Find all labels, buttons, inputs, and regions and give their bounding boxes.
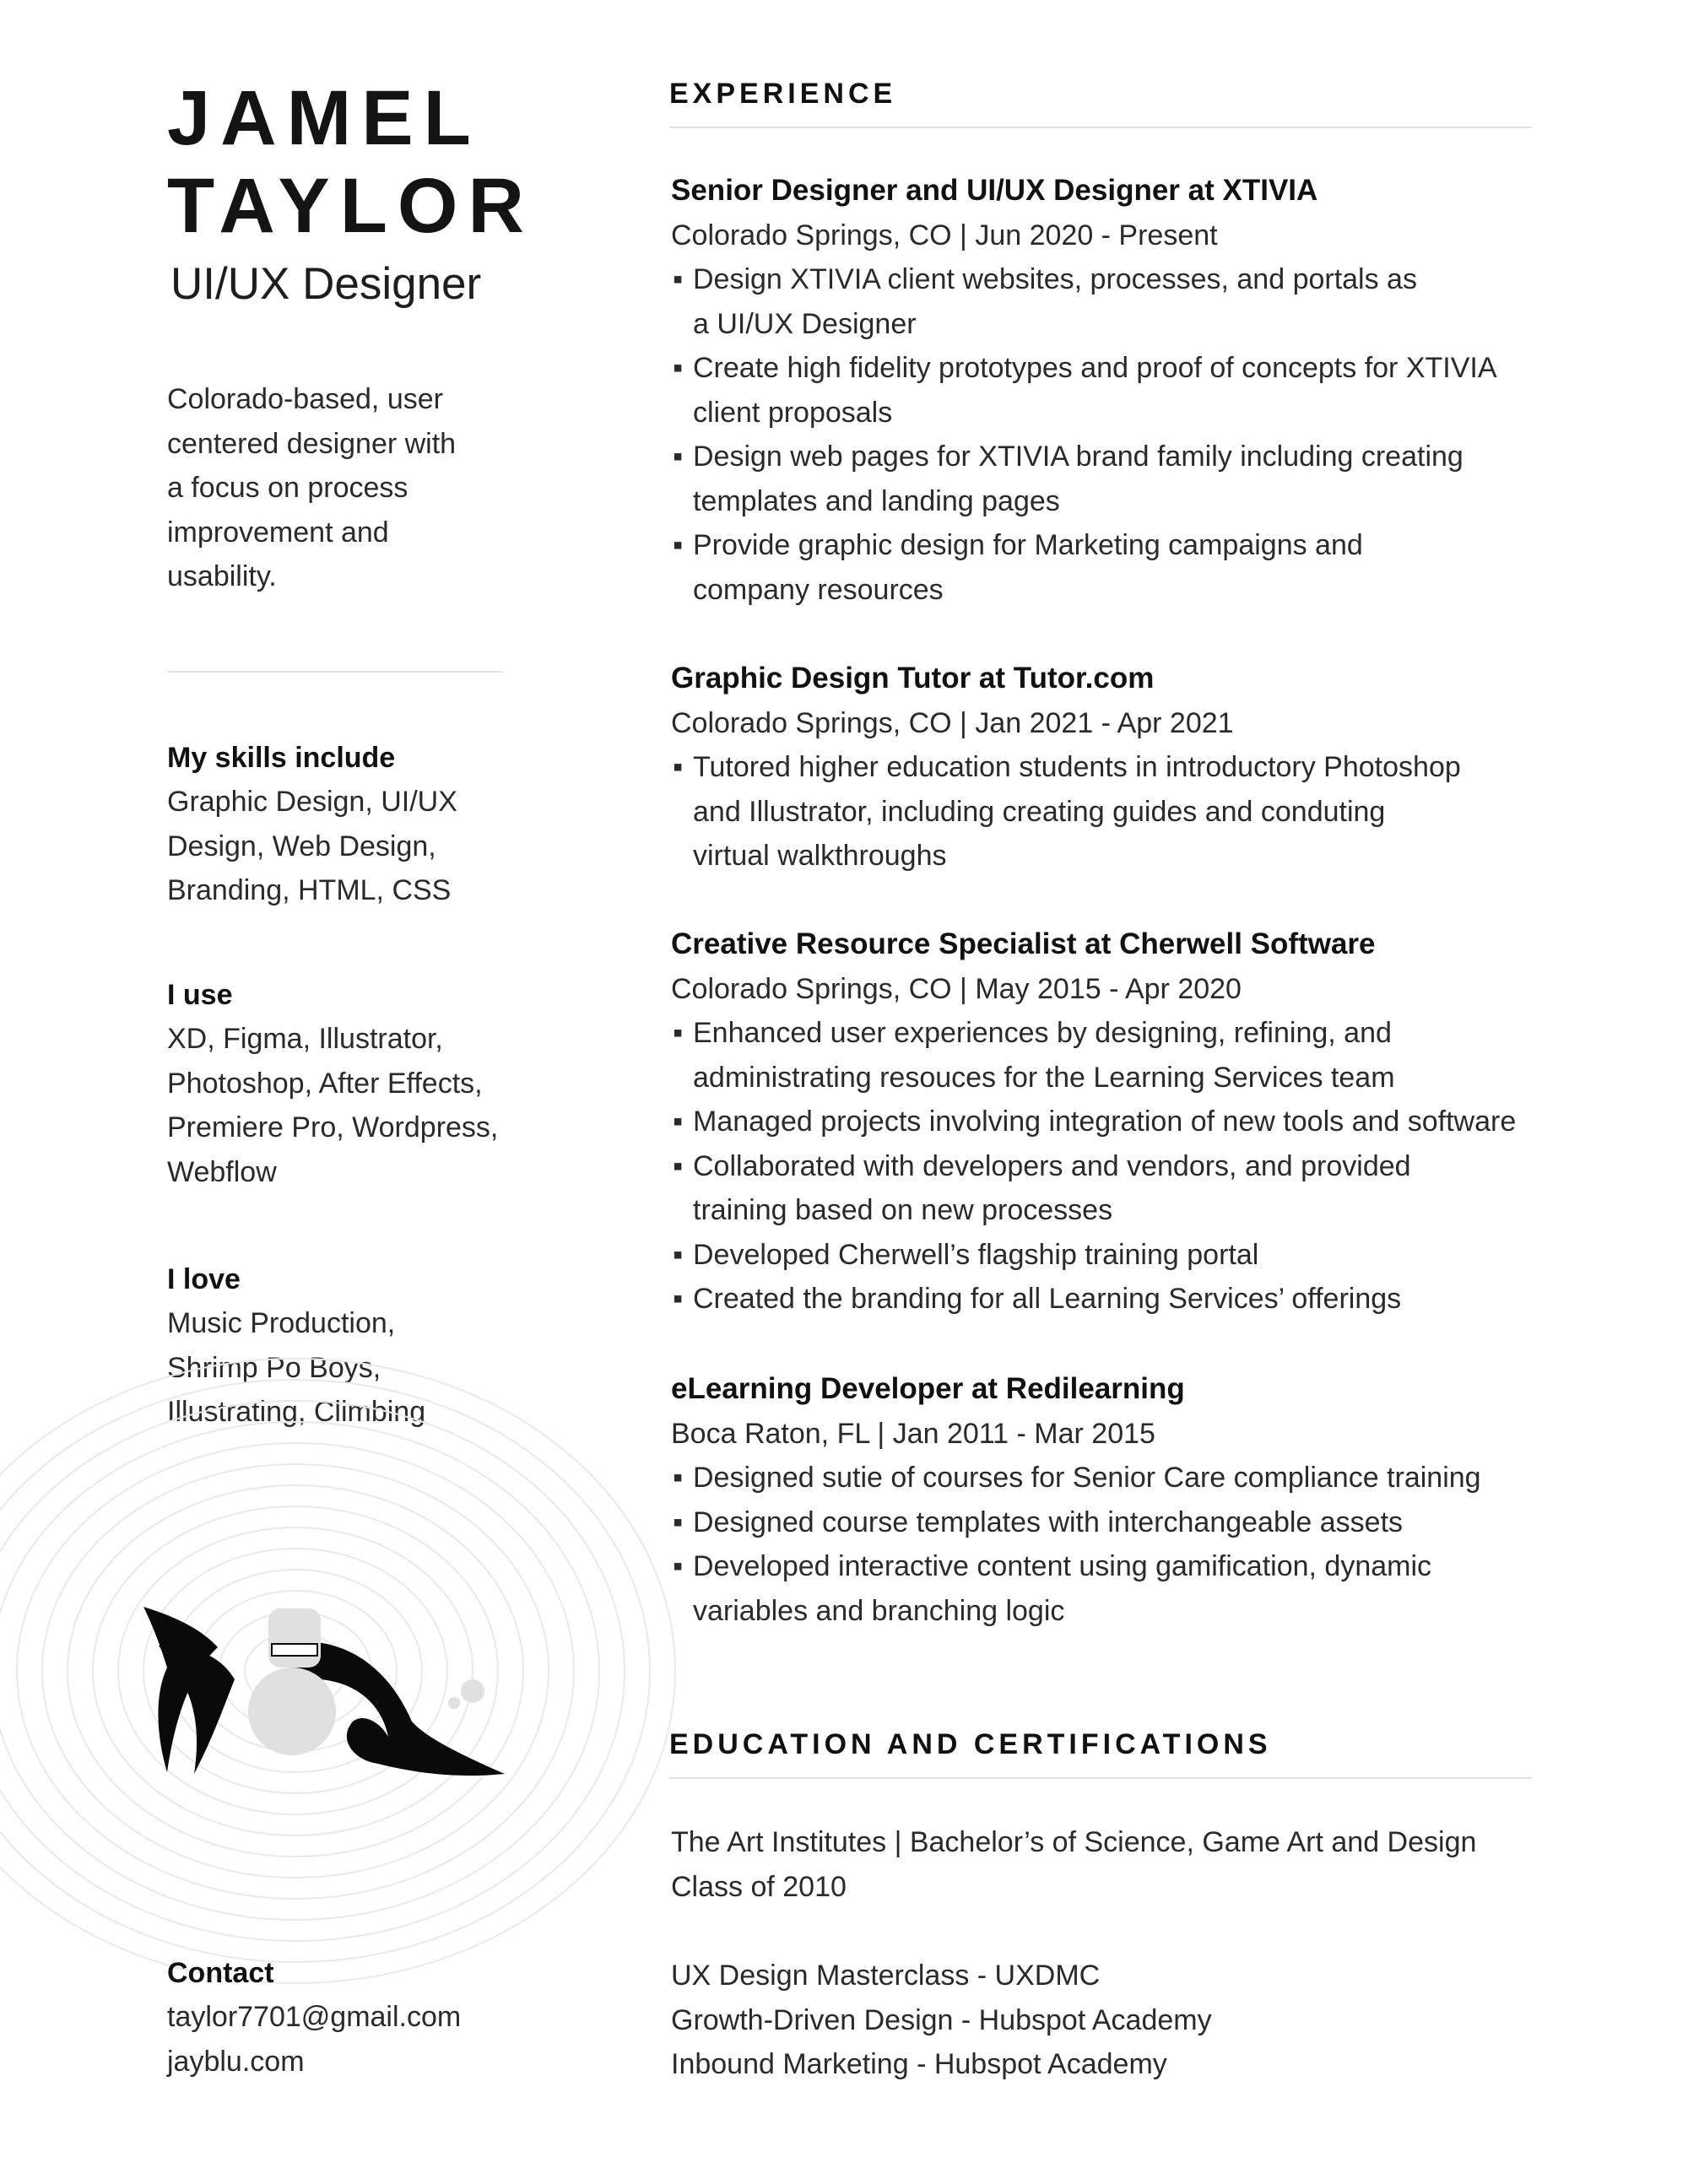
bullet-line: Create high fidelity prototypes and proof of concepts for XTIVIA [693, 352, 1497, 384]
bullet-line: Developed Cherwell’s flagship training portal [693, 1238, 1259, 1271]
job-meta: Boca Raton, FL | Jan 2011 - Mar 2015 [671, 1417, 1155, 1450]
job-bullets [671, 1011, 1549, 1322]
job-bullet [671, 1544, 1549, 1633]
bullet-line: and Illustrator, including creating guides and conduting [693, 795, 1386, 828]
job-title: Senior Designer and UI/UX Designer at XTIVIA [671, 174, 1318, 207]
skills-line: Graphic Design, UI/UX [167, 786, 457, 818]
skills-line: Branding, HTML, CSS [167, 874, 452, 906]
job-bullet [671, 523, 1549, 612]
summary-line: usability. [167, 560, 277, 592]
job-bullets [671, 1456, 1549, 1633]
bullet-icon: ▪ [673, 1238, 684, 1271]
bullet-line: Design web pages for XTIVIA brand family including creating [693, 441, 1463, 473]
education-title: EDUCATION AND CERTIFICATIONS [669, 1728, 1272, 1760]
bullet-line: variables and branching logic [693, 1594, 1065, 1627]
bullet-line: Designed course templates with interchangeable assets [693, 1506, 1404, 1538]
bullet-icon: ▪ [673, 352, 684, 384]
certification-item: Growth-Driven Design - Hubspot Academy [671, 2003, 1212, 2036]
bullet-line: virtual walkthroughs [693, 840, 947, 872]
bullet-line: Collaborated with developers and vendors, and provided [693, 1149, 1411, 1182]
summary-line: improvement and [167, 516, 389, 549]
bullet-line: company resources [693, 573, 944, 606]
job-entry [671, 657, 1549, 878]
bullet-icon: ▪ [673, 1506, 684, 1538]
bullet-line: Enhanced user experiences by designing, refining, and [693, 1017, 1392, 1049]
tools-list [167, 1017, 538, 1194]
bullet-icon: ▪ [673, 263, 684, 295]
bullet-icon: ▪ [673, 441, 684, 473]
job-title: Creative Resource Specialist at Cherwell Software [671, 927, 1376, 960]
tools-line: Photoshop, After Effects, [167, 1067, 483, 1100]
loves-title: I love [167, 1263, 241, 1295]
job-bullet [671, 745, 1549, 878]
job-role: UI/UX Designer [170, 259, 482, 309]
bullet-line: Provide graphic design for Marketing campaigns and [693, 529, 1363, 561]
summary-line: centered designer with [167, 427, 457, 460]
skills-block [167, 736, 538, 913]
bullet-icon: ▪ [673, 1283, 684, 1315]
bullet-line: Design XTIVIA client websites, processes, and portals as [693, 263, 1417, 295]
contact-title: Contact [167, 1957, 274, 1989]
bullet-line: Designed sutie of courses for Senior Care compliance training [693, 1462, 1481, 1494]
tools-block [167, 973, 538, 1194]
loves-line: Music Production, [167, 1307, 396, 1339]
job-bullets [671, 257, 1549, 612]
personal-logo-icon [142, 1595, 513, 1797]
bullet-line: Created the branding for all Learning Services’ offerings [693, 1283, 1402, 1315]
bullet-line: client proposals [693, 396, 893, 429]
bullet-line: Developed interactive content using gamification, dynamic [693, 1550, 1432, 1582]
bullet-icon: ▪ [673, 751, 684, 783]
logo-large-bubble [248, 1668, 336, 1755]
bullet-line: a UI/UX Designer [693, 307, 917, 340]
education-divider [669, 1777, 1532, 1779]
bullet-line: templates and landing pages [693, 484, 1060, 517]
job-bullet [671, 257, 1549, 346]
first-name: JAMEL [167, 75, 481, 161]
bullet-line: administrating resouces for the Learning Services team [693, 1061, 1395, 1094]
name-heading [167, 74, 534, 250]
experience-divider [669, 127, 1532, 128]
job-bullet [671, 1233, 1549, 1278]
bullet-line: Tutored higher education students in introductory Photoshop [693, 751, 1461, 783]
skills-line: Design, Web Design, [167, 830, 436, 862]
certifications-list [671, 1954, 1549, 2087]
logo-head-shape [268, 1608, 321, 1668]
certification-item: Inbound Marketing - Hubspot Academy [671, 2048, 1167, 2080]
job-bullet [671, 1456, 1549, 1500]
bullet-icon: ▪ [673, 1017, 684, 1049]
job-entry [671, 922, 1549, 1322]
job-meta: Colorado Springs, CO | May 2015 - Apr 2020 [671, 972, 1242, 1005]
tools-line: XD, Figma, Illustrator, [167, 1023, 443, 1055]
tools-title: I use [167, 979, 233, 1011]
left-divider [167, 671, 503, 673]
bullet-line: training based on new processes [693, 1194, 1113, 1226]
school-line: Class of 2010 [671, 1870, 847, 1903]
summary [167, 377, 538, 599]
bullet-icon: ▪ [673, 1550, 684, 1582]
tools-line: Webflow [167, 1155, 277, 1188]
loves-line: Shrimp Po Boys, [167, 1351, 381, 1384]
skills-list [167, 780, 538, 913]
job-title: eLearning Developer at Redilearning [671, 1372, 1185, 1405]
last-name: TAYLOR [167, 163, 534, 249]
job-title: Graphic Design Tutor at Tutor.com [671, 662, 1155, 695]
certification-item: UX Design Masterclass - UXDMC [671, 1960, 1101, 1992]
job-bullet [671, 1011, 1549, 1100]
school-line: The Art Institutes | Bachelor’s of Science, Game Art and Design [671, 1826, 1477, 1858]
job-bullets [671, 745, 1549, 878]
logo-tiny-bubble [448, 1697, 460, 1709]
job-bullet [671, 435, 1549, 523]
bullet-icon: ▪ [673, 1106, 684, 1138]
tools-line: Premiere Pro, Wordpress, [167, 1111, 499, 1143]
summary-line: a focus on process [167, 472, 408, 504]
skills-title: My skills include [167, 742, 396, 774]
summary-line: Colorado-based, user [167, 383, 443, 415]
job-bullet [671, 1277, 1549, 1322]
job-bullet [671, 346, 1549, 435]
job-bullet [671, 1500, 1549, 1545]
job-meta: Colorado Springs, CO | Jun 2020 - Present [671, 219, 1218, 251]
contact-email[interactable]: taylor7701@gmail.com [167, 2001, 462, 2033]
job-entry [671, 169, 1549, 612]
bullet-line: Managed projects involving integration of new tools and software [693, 1106, 1517, 1138]
bullet-icon: ▪ [673, 1149, 684, 1182]
bullet-icon: ▪ [673, 529, 684, 561]
job-bullet [671, 1144, 1549, 1233]
loves-line: Illustrating, Climbing [167, 1396, 426, 1428]
logo-head-band [272, 1644, 317, 1656]
contact-block [167, 1951, 538, 2084]
education-school [671, 1820, 1549, 1909]
job-entry [671, 1367, 1549, 1633]
job-meta: Colorado Springs, CO | Jan 2021 - Apr 2021 [671, 706, 1234, 739]
job-bullet [671, 1100, 1549, 1144]
logo-small-bubble [461, 1679, 484, 1703]
experience-title: EXPERIENCE [669, 78, 897, 110]
contact-website[interactable]: jayblu.com [167, 2045, 305, 2078]
bullet-icon: ▪ [673, 1462, 684, 1494]
